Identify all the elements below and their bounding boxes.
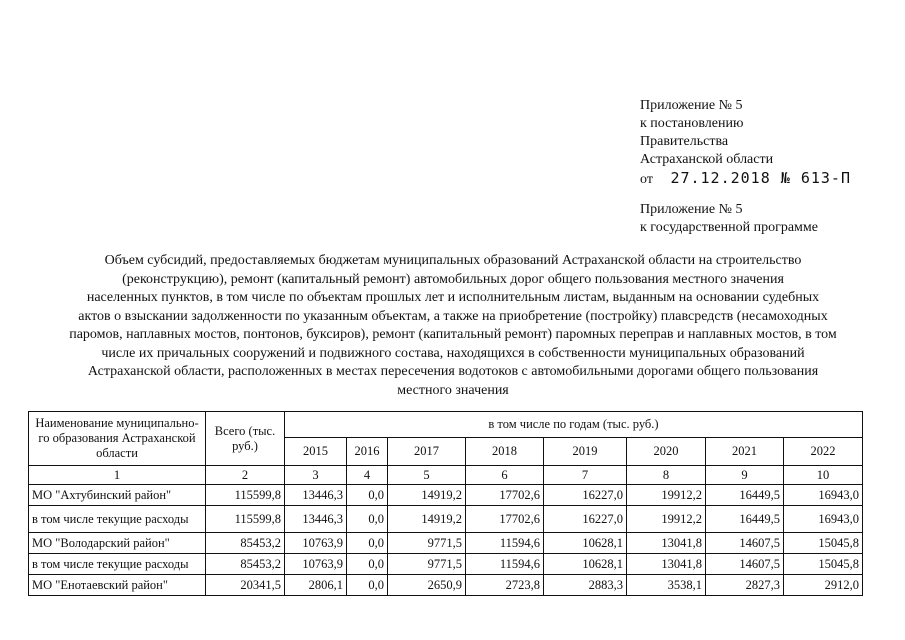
table-row [29, 506, 863, 533]
cell-value: 0,0 [347, 575, 388, 596]
header-total: Всего (тыс. руб.) [206, 412, 285, 466]
column-number-row [29, 466, 863, 485]
year-2021: 2021 [706, 437, 784, 465]
col-number: 7 [544, 466, 627, 485]
cell-value: 16227,0 [544, 506, 627, 533]
title-line: актов о взыскании задолженности по указанным объектам, а также на приобретение (постройку) плавсредств (несамоходных [78, 308, 828, 324]
cell-value: 85453,2 [206, 533, 285, 554]
cell-value: 115599,8 [206, 485, 285, 506]
cell-value: 2883,3 [544, 575, 627, 596]
col-number: 1 [29, 466, 206, 485]
cell-value: 10763,9 [285, 533, 347, 554]
cell-value: 14919,2 [388, 506, 466, 533]
subsidy-table [28, 411, 863, 596]
cell-value: 10763,9 [285, 554, 347, 575]
cell-value: 15045,8 [784, 533, 863, 554]
appendix-line-2: к постановлению [640, 116, 744, 131]
cell-value: 13446,3 [285, 506, 347, 533]
cell-value: 17702,6 [466, 506, 544, 533]
cell-value: 11594,6 [466, 554, 544, 575]
cell-value: 16943,0 [784, 485, 863, 506]
appendix2-line-1: Приложение № 5 [640, 202, 743, 217]
year-2019: 2019 [544, 437, 627, 465]
col-number: 9 [706, 466, 784, 485]
year-2022: 2022 [784, 437, 863, 465]
document-title [22, 252, 884, 400]
cell-value: 2912,0 [784, 575, 863, 596]
title-line: местного значения [397, 382, 509, 398]
year-2015: 2015 [285, 437, 347, 465]
cell-value: 20341,5 [206, 575, 285, 596]
cell-value: 2723,8 [466, 575, 544, 596]
appendix-block [640, 97, 851, 189]
header-municipality: Наименование муниципально-го образования Астраханской области [29, 412, 206, 466]
cell-value: 2650,9 [388, 575, 466, 596]
col-number: 8 [627, 466, 706, 485]
cell-value: 2806,1 [285, 575, 347, 596]
cell-value: 0,0 [347, 554, 388, 575]
appendix-line-3: Правительства [640, 134, 729, 149]
col-number: 5 [388, 466, 466, 485]
cell-value: 0,0 [347, 506, 388, 533]
cell-value: 16943,0 [784, 506, 863, 533]
cell-value: 14607,5 [706, 554, 784, 575]
cell-value: 10628,1 [544, 533, 627, 554]
table-row [29, 554, 863, 575]
year-2020: 2020 [627, 437, 706, 465]
cell-value: 19912,2 [627, 485, 706, 506]
appendix-line-4: Астраханской области [640, 152, 774, 167]
year-2016: 2016 [347, 437, 388, 465]
cell-value: 14919,2 [388, 485, 466, 506]
cell-value: 17702,6 [466, 485, 544, 506]
cell-value: 16227,0 [544, 485, 627, 506]
cell-value: 16449,5 [706, 485, 784, 506]
appendix2-line-2: к государственной программе [640, 220, 818, 235]
row-name: МО "Ахтубинский район" [29, 485, 206, 506]
col-number: 6 [466, 466, 544, 485]
cell-value: 3538,1 [627, 575, 706, 596]
cell-value: 15045,8 [784, 554, 863, 575]
title-line: числе их причальных сооружений и подвижного состава, находящихся в собственности муниципальных образований [101, 345, 805, 361]
col-number: 2 [206, 466, 285, 485]
header-years: в том числе по годам (тыс. руб.) [285, 412, 863, 438]
appendix-line-1: Приложение № 5 [640, 98, 743, 113]
appendix-date-line [640, 169, 851, 189]
col-number: 3 [285, 466, 347, 485]
cell-value: 10628,1 [544, 554, 627, 575]
col-number: 4 [347, 466, 388, 485]
date-stamp: 27.12.2018 № 613-П [670, 169, 851, 187]
cell-value: 9771,5 [388, 533, 466, 554]
cell-value: 85453,2 [206, 554, 285, 575]
cell-value: 14607,5 [706, 533, 784, 554]
cell-value: 16449,5 [706, 506, 784, 533]
cell-value: 13041,8 [627, 533, 706, 554]
cell-value: 13041,8 [627, 554, 706, 575]
title-line: населенных пунктов, в том числе по объектам прошлых лет и исполнительным листам, выданным на основании судебных [86, 290, 820, 305]
cell-value: 2827,3 [706, 575, 784, 596]
cell-value: 13446,3 [285, 485, 347, 506]
cell-value: 0,0 [347, 485, 388, 506]
cell-value: 115599,8 [206, 506, 285, 533]
cell-value: 11594,6 [466, 533, 544, 554]
title-line: паромов, наплавных мостов, понтонов, буксиров), ремонт (капитальный ремонт) паромных переправ и наплавных мостов, в том [69, 327, 837, 342]
cell-value: 0,0 [347, 533, 388, 554]
date-prefix: от [640, 172, 653, 187]
table-row [29, 533, 863, 554]
cell-value: 19912,2 [627, 506, 706, 533]
title-line: Астраханской области, расположенных в местах пересечения водотоков с автомобильными дорогами общего пользования [87, 364, 819, 379]
table-row [29, 485, 863, 506]
col-number: 10 [784, 466, 863, 485]
year-2017: 2017 [388, 437, 466, 465]
appendix-program-block [640, 201, 818, 237]
row-name: МО "Енотаевский район" [29, 575, 206, 596]
year-2018: 2018 [466, 437, 544, 465]
row-name: МО "Володарский район" [29, 533, 206, 554]
title-line: (реконструкцию), ремонт (капитальный ремонт) автомобильных дорог общего пользования местного значения [122, 271, 784, 287]
cell-value: 9771,5 [388, 554, 466, 575]
title-line: Объем субсидий, предоставляемых бюджетам муниципальных образований Астраханской области на строительство [104, 253, 802, 268]
row-name: в том числе текущие расходы [29, 554, 206, 575]
table-row [29, 575, 863, 596]
row-name: в том числе текущие расходы [29, 506, 206, 533]
